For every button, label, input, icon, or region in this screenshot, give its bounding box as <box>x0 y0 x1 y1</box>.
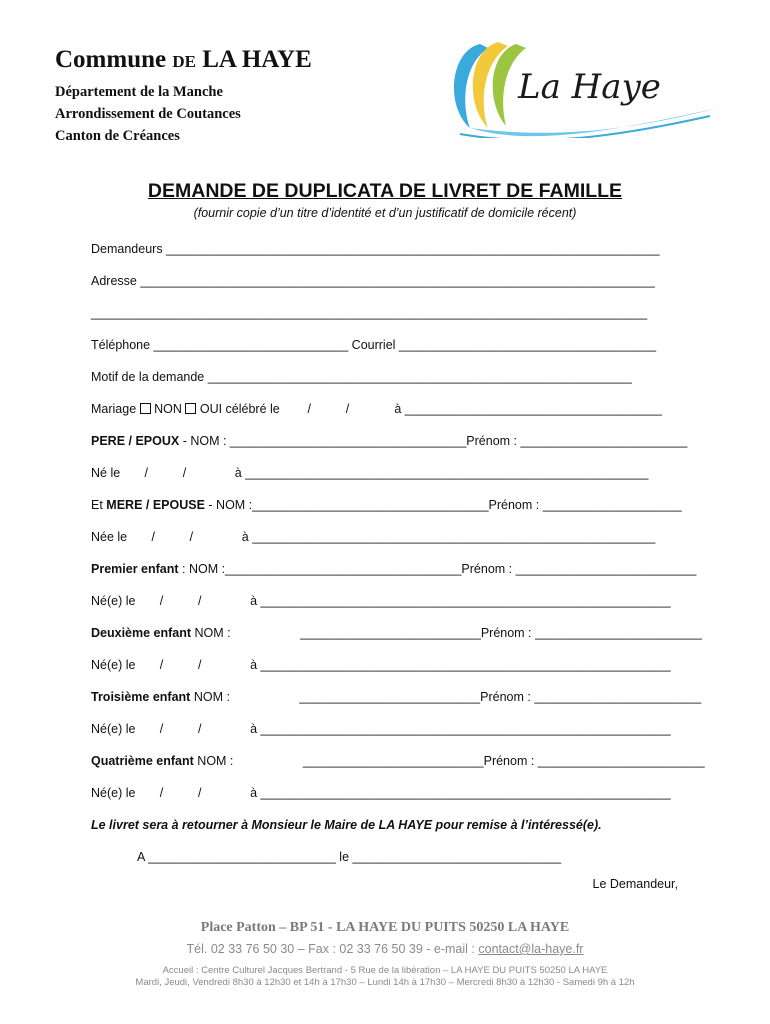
mere-fields: - NOM :__________________________________Prénom : ____________________ <box>204 498 682 512</box>
commune-name: LA HAYE <box>202 46 312 73</box>
pere-ne-row[interactable]: Né le / / à __________________________________________________________ <box>91 466 649 480</box>
mariage-row <box>91 401 662 417</box>
mere-nee-row[interactable]: Née le / / à __________________________________________________________ <box>91 530 656 544</box>
enfant2-label: Deuxième enfant <box>91 626 192 640</box>
mariage-oui-label: OUI célébré le / / à _____________________________________ <box>196 402 662 416</box>
pere-label: PERE / EPOUX <box>91 434 180 448</box>
enfant1-row[interactable] <box>91 561 696 577</box>
enfant3-row[interactable] <box>91 689 701 705</box>
footer-address: Place Patton – BP 51 - LA HAYE DU PUITS 50250 LA HAYE <box>200 920 570 935</box>
footer-contact <box>0 942 770 956</box>
retour-note: Le livret sera à retourner à Monsieur le Maire de LA HAYE pour remise à l’intéressé(e). <box>91 818 602 832</box>
adresse-field[interactable]: Adresse __________________________________________________________________________ <box>91 274 655 288</box>
commune-title <box>55 46 312 74</box>
enfant2-row[interactable] <box>91 625 702 641</box>
mere-row[interactable] <box>91 497 682 513</box>
enfant3-label: Troisième enfant <box>91 690 191 704</box>
footer-tel: Tél. 02 33 76 50 30 – Fax : 02 33 76 50 39 - e-mail : <box>186 942 479 956</box>
page-subtitle: (fournir copie d’un titre d’identité et d’un justificatif de domicile récent) <box>193 206 577 220</box>
signature-label: Le Demandeur, <box>592 877 678 891</box>
adresse-cont-field[interactable]: ________________________________________________________________________________ <box>91 306 648 320</box>
canton-line: Canton de Créances <box>55 128 180 144</box>
enfant3-ne-row[interactable]: Né(e) le / / à ___________________________________________________________ <box>91 722 671 736</box>
enfant4-label: Quatrième enfant <box>91 754 194 768</box>
footer-accueil: Accueil : Centre Culturel Jacques Bertrand - 5 Rue de la libération – LA HAYE DU PUITS 50250 LA HAYE <box>162 965 608 976</box>
motif-field[interactable]: Motif de la demande _____________________________________________________________ <box>91 370 632 384</box>
checkbox-non-icon[interactable] <box>140 403 151 414</box>
mariage-label: Mariage <box>91 402 140 416</box>
la-haye-logo <box>440 36 718 138</box>
commune-de: DE <box>172 52 196 71</box>
enfant4-row[interactable] <box>91 753 705 769</box>
checkbox-oui-icon[interactable] <box>185 403 196 414</box>
pere-row[interactable] <box>91 433 687 449</box>
mariage-non-label: NON <box>150 402 186 416</box>
enfant4-fields: NOM : __________________________Prénom : ________________________ <box>193 754 705 768</box>
enfant3-fields: NOM : __________________________Prénom : ________________________ <box>190 690 702 704</box>
pere-fields: - NOM : __________________________________Prénom : ________________________ <box>179 434 688 448</box>
enfant1-label: Premier enfant <box>91 562 179 576</box>
enfant2-ne-row[interactable]: Né(e) le / / à ___________________________________________________________ <box>91 658 671 672</box>
signed-line[interactable]: A ___________________________ le ______________________________ <box>137 850 562 864</box>
enfant1-ne-row[interactable]: Né(e) le / / à ___________________________________________________________ <box>91 594 671 608</box>
logo-text: La Haye <box>518 67 661 107</box>
departement-line: Département de la Manche <box>55 84 223 100</box>
page-title: DEMANDE DE DUPLICATA DE LIVRET DE FAMILLE <box>147 180 623 202</box>
mere-label: MERE / EPOUSE <box>106 498 205 512</box>
email-link[interactable]: contact@la-haye.fr <box>478 942 584 956</box>
mere-et: Et <box>91 498 107 512</box>
enfant2-fields: NOM : __________________________Prénom : ________________________ <box>191 626 702 640</box>
commune-prefix: Commune <box>55 46 167 73</box>
footer-hours: Mardi, Jeudi, Vendredi 8h30 à 12h30 et 14h à 17h30 – Lundi 14h à 17h30 – Mercredi 8h30 à 12h30 - Samedi 9h à 12h <box>135 977 635 988</box>
demandeurs-field[interactable]: Demandeurs _______________________________________________________________________ <box>91 242 660 256</box>
telephone-courriel-field[interactable]: Téléphone ____________________________ Courriel _____________________________________ <box>91 338 657 352</box>
enfant1-fields: : NOM :__________________________________Prénom : __________________________ <box>178 562 697 576</box>
enfant4-ne-row[interactable]: Né(e) le / / à ___________________________________________________________ <box>91 786 671 800</box>
arrondissement-line: Arrondissement de Coutances <box>55 106 241 122</box>
